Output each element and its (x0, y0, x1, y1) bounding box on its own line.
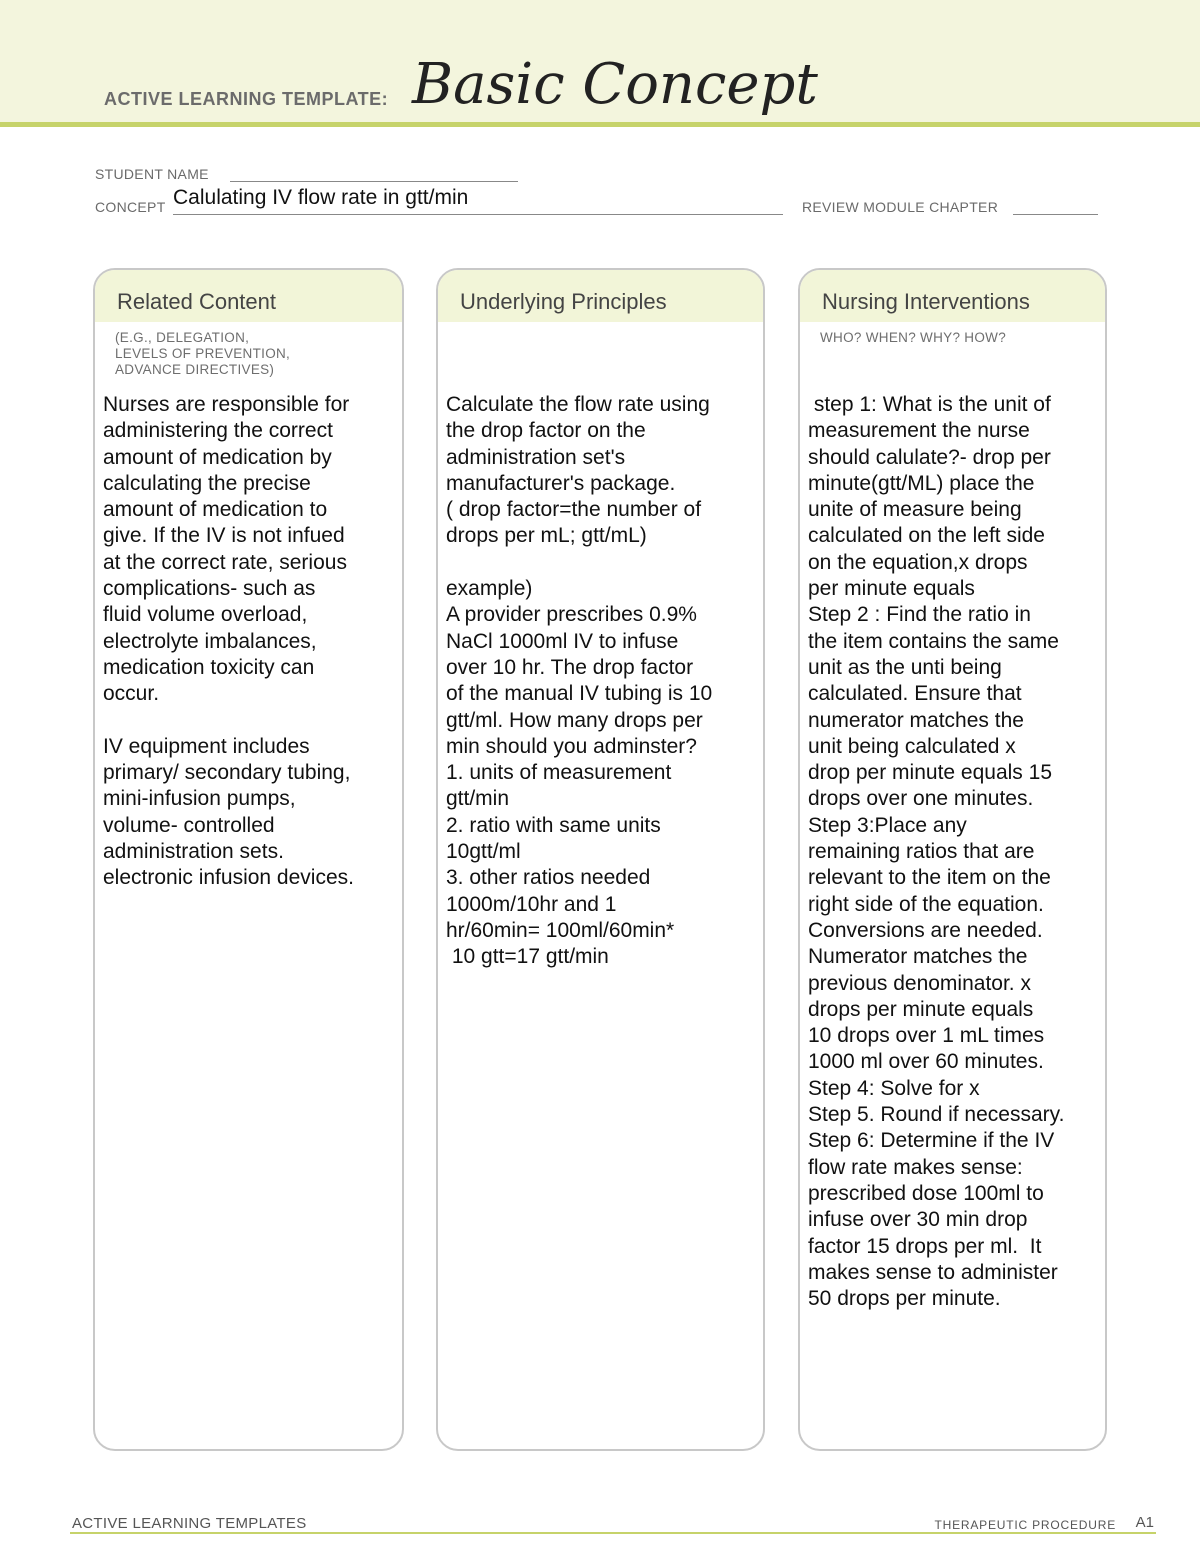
template-label: ACTIVE LEARNING TEMPLATE: (104, 89, 389, 109)
footer-right-label: THERAPEUTIC PROCEDURE (934, 1518, 1116, 1532)
related-content-subtitle: (E.G., DELEGATION, LEVELS OF PREVENTION, ADVANCE DIRECTIVES) (115, 330, 291, 377)
related-content-panel (93, 268, 404, 1451)
underlying-principles-panel (436, 268, 765, 1451)
footer-left-label: ACTIVE LEARNING TEMPLATES (72, 1515, 307, 1532)
review-module-field[interactable] (1013, 214, 1098, 215)
related-content-title: Related Content (117, 289, 276, 314)
concept-value: Calulating IV flow rate in gtt/min (173, 186, 469, 209)
underlying-principles-header (438, 270, 763, 322)
header-rule (0, 122, 1200, 127)
nursing-interventions-body[interactable]: step 1: What is the unit of measurement the nurse should calulate?- drop per minute(gtt/ML) place the unite of measure being calculated on the left side on the equation,x drops per minute equals Step 2 : Find the ratio in the item contains the same unit as the unti being calculated. Ensure that numerator matches the unit being calculated x drop per minute equals 15 drops over one minutes. Step 3:Place any remaining ratios that are relevant to the item on the right side of the equation. Conversions are needed. Numerator matches the previous denominator. x drops per minute equals 10 drops over 1 mL times 1000 ml over 60 minutes. Step 4: Solve for x Step 5. Round if necessary. Step 6: Determine if the IV flow rate makes sense: prescribed dose 100ml to infuse over 30 min drop factor 15 drops per ml. It makes sense to administer 50 drops per minute. (808, 393, 1065, 1311)
nursing-interventions-title: Nursing Interventions (822, 289, 1030, 314)
student-name-field[interactable] (230, 181, 518, 182)
concept-label: CONCEPT (95, 199, 166, 215)
nursing-interventions-subtitle: WHO? WHEN? WHY? HOW? (820, 330, 1007, 345)
underlying-principles-title: Underlying Principles (460, 289, 667, 314)
student-name-label: STUDENT NAME (95, 166, 209, 182)
concept-field[interactable] (173, 214, 783, 215)
underlying-principles-body[interactable]: Calculate the flow rate using the drop factor on the administration set's manufacturer's package. ( drop factor=the number of drops per mL; gtt/mL) example) A provider prescribes 0.9% NaCl 1000ml IV to infuse over 10 hr. The drop factor of the manual IV tubing is 10 gtt/ml. How many drops per min should you adminster? 1. units of measurement gtt/min 2. ratio with same units 10gtt/ml 3. other ratios needed 1000m/10hr and 1 hr/60min= 100ml/60min* 10 gtt=17 gtt/min (446, 393, 713, 969)
related-content-body[interactable]: Nurses are responsible for administering the correct amount of medication by calculating the precise amount of medication to give. If the IV is not infued at the correct rate, serious complications- such as fluid volume overload, electrolyte imbalances, medication toxicity can occur. IV equipment includes primary/ secondary tubing, mini-infusion pumps, volume- controlled administration sets. electronic infusion devices. (103, 393, 354, 890)
footer-page-number: A1 (1135, 1514, 1154, 1531)
nursing-interventions-panel (798, 268, 1107, 1451)
template-title: Basic Concept (412, 52, 818, 117)
nursing-interventions-header (800, 270, 1105, 322)
review-module-label: REVIEW MODULE CHAPTER (802, 199, 999, 215)
related-content-header (95, 270, 402, 322)
footer-rule (70, 1532, 1156, 1534)
